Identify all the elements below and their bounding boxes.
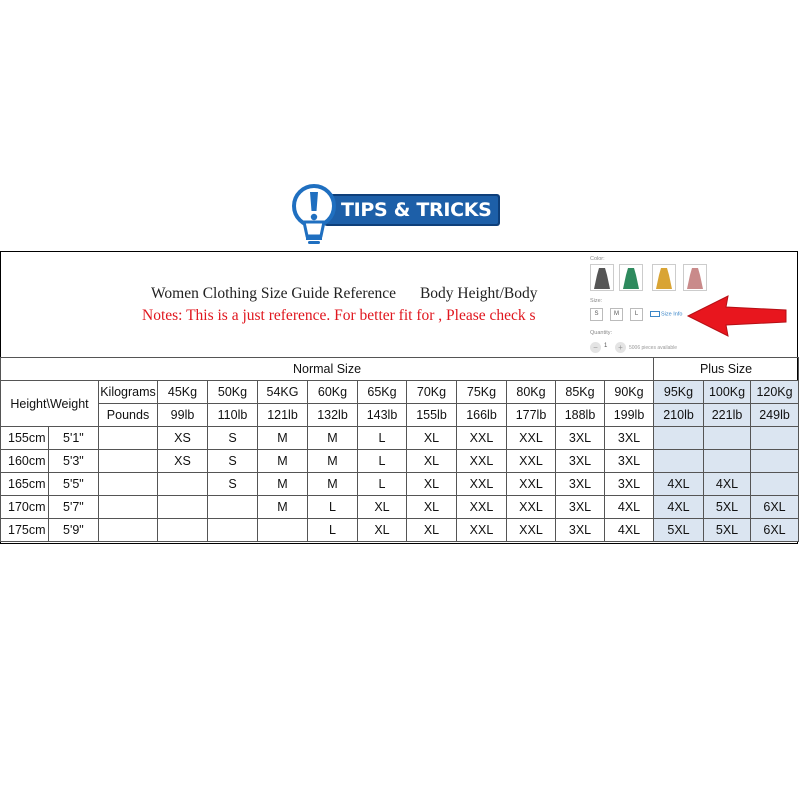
size-cell: L xyxy=(358,450,407,473)
table-row xyxy=(1,473,799,496)
quantity-increase-button[interactable]: + xyxy=(615,342,626,353)
pounds-cell: 221lb xyxy=(704,404,751,427)
logo-text: TIPS & TRICKS xyxy=(341,199,492,221)
pounds-cell: 132lb xyxy=(308,404,358,427)
size-cell: XXL xyxy=(507,519,556,542)
table-row xyxy=(1,450,799,473)
size-option-m[interactable]: M xyxy=(610,308,623,321)
size-cell: XS xyxy=(158,450,208,473)
pounds-label: Pounds xyxy=(99,404,158,427)
size-cell xyxy=(751,427,799,450)
blank-cell xyxy=(99,450,158,473)
size-cell: 3XL xyxy=(556,519,605,542)
size-cell xyxy=(704,427,751,450)
kilograms-cell: 80Kg xyxy=(507,381,556,404)
height-ft-cell: 5'1" xyxy=(49,427,99,450)
size-cell xyxy=(158,473,208,496)
height-cm-cell: 160cm xyxy=(1,450,49,473)
height-ft-cell: 5'9" xyxy=(49,519,99,542)
size-cell: 3XL xyxy=(605,450,654,473)
pounds-cell: 143lb xyxy=(358,404,407,427)
color-swatch-green[interactable] xyxy=(619,264,643,291)
size-info-link[interactable] xyxy=(650,311,682,317)
blank-cell xyxy=(99,519,158,542)
size-cell: S xyxy=(208,473,258,496)
size-cell xyxy=(654,450,704,473)
color-swatch-yellow[interactable] xyxy=(652,264,676,291)
size-cell: 6XL xyxy=(751,519,799,542)
size-cell: 3XL xyxy=(605,427,654,450)
pounds-cell: 210lb xyxy=(654,404,704,427)
size-cell xyxy=(158,519,208,542)
height-cm-cell: 155cm xyxy=(1,427,49,450)
size-cell xyxy=(654,427,704,450)
size-cell: XXL xyxy=(457,519,507,542)
height-cm-cell: 165cm xyxy=(1,473,49,496)
guide-subtitle-text: Body Height/Body xyxy=(419,285,538,302)
size-cell: 3XL xyxy=(605,473,654,496)
kilograms-cell: 70Kg xyxy=(407,381,457,404)
size-cell: 6XL xyxy=(751,496,799,519)
quantity-decrease-button[interactable]: − xyxy=(590,342,601,353)
size-cell: 4XL xyxy=(605,519,654,542)
height-ft-cell: 5'3" xyxy=(49,450,99,473)
blank-cell xyxy=(99,473,158,496)
kilograms-label: Kilograms xyxy=(99,381,158,404)
size-cell: 3XL xyxy=(556,496,605,519)
kilograms-cell: 54KG xyxy=(258,381,308,404)
pounds-cell: 177lb xyxy=(507,404,556,427)
size-cell: 3XL xyxy=(556,427,605,450)
size-cell xyxy=(208,496,258,519)
kilograms-row xyxy=(1,381,799,404)
quantity-value[interactable]: 1 xyxy=(604,343,608,349)
guide-notes: Notes: This is a just reference. For better fit for , Please check s xyxy=(142,307,536,324)
size-cell: XXL xyxy=(507,450,556,473)
size-cell: XXL xyxy=(507,473,556,496)
kilograms-cell: 65Kg xyxy=(358,381,407,404)
pounds-cell: 110lb xyxy=(208,404,258,427)
size-group-header-row xyxy=(1,358,799,381)
size-cell: XXL xyxy=(457,450,507,473)
pounds-cell: 199lb xyxy=(605,404,654,427)
ruler-icon xyxy=(650,311,660,317)
size-cell: M xyxy=(258,496,308,519)
size-cell: 5XL xyxy=(704,496,751,519)
size-cell: S xyxy=(208,450,258,473)
size-cell: XXL xyxy=(457,473,507,496)
pounds-cell: 188lb xyxy=(556,404,605,427)
size-cell: M xyxy=(258,450,308,473)
size-cell: XS xyxy=(158,427,208,450)
size-cell xyxy=(704,450,751,473)
size-info-text: Size Info xyxy=(661,311,683,318)
size-cell: XL xyxy=(407,427,457,450)
size-cell: M xyxy=(308,427,358,450)
size-cell: XL xyxy=(407,450,457,473)
color-label: Color: xyxy=(590,256,605,262)
pounds-cell: 166lb xyxy=(457,404,507,427)
color-swatch-pink[interactable] xyxy=(683,264,707,291)
kilograms-cell: 100Kg xyxy=(704,381,751,404)
size-cell: M xyxy=(258,473,308,496)
table-row xyxy=(1,427,799,450)
height-ft-cell: 5'7" xyxy=(49,496,99,519)
guide-title xyxy=(151,285,538,303)
size-cell: 4XL xyxy=(654,473,704,496)
height-weight-header: Height\Weight xyxy=(1,381,99,427)
size-cell: XL xyxy=(358,519,407,542)
size-cell: 4XL xyxy=(605,496,654,519)
kilograms-cell: 120Kg xyxy=(751,381,799,404)
size-cell: L xyxy=(308,519,358,542)
size-cell xyxy=(258,519,308,542)
kilograms-cell: 75Kg xyxy=(457,381,507,404)
size-cell: 5XL xyxy=(704,519,751,542)
pounds-cell: 249lb xyxy=(751,404,799,427)
kilograms-cell: 60Kg xyxy=(308,381,358,404)
pounds-cell: 121lb xyxy=(258,404,308,427)
availability-text: 5006 pieces available xyxy=(629,345,678,351)
size-option-l[interactable]: L xyxy=(630,308,643,321)
quantity-label: Quantity: xyxy=(590,330,613,336)
size-cell: XL xyxy=(407,473,457,496)
height-cm-cell: 175cm xyxy=(1,519,49,542)
size-cell: L xyxy=(308,496,358,519)
size-cell: XXL xyxy=(457,427,507,450)
size-cell: M xyxy=(258,427,308,450)
size-cell: L xyxy=(358,427,407,450)
size-cell xyxy=(158,496,208,519)
pounds-row xyxy=(1,404,799,427)
guide-title-text: Women Clothing Size Guide Reference xyxy=(151,285,396,302)
plus-size-header: Plus Size xyxy=(654,358,799,381)
size-label: Size: xyxy=(590,298,603,304)
size-cell: 3XL xyxy=(556,450,605,473)
size-cell: XXL xyxy=(507,496,556,519)
size-cell xyxy=(751,450,799,473)
size-cell: L xyxy=(358,473,407,496)
blank-cell xyxy=(99,427,158,450)
pounds-cell: 155lb xyxy=(407,404,457,427)
table-row xyxy=(1,496,799,519)
kilograms-cell: 95Kg xyxy=(654,381,704,404)
size-cell: XL xyxy=(407,519,457,542)
size-cell: 3XL xyxy=(556,473,605,496)
color-swatch-gray[interactable] xyxy=(590,264,614,291)
blank-cell xyxy=(99,496,158,519)
size-cell: 4XL xyxy=(704,473,751,496)
size-cell: XL xyxy=(407,496,457,519)
size-option-s[interactable]: S xyxy=(590,308,603,321)
normal-size-header: Normal Size xyxy=(1,358,654,381)
size-cell: S xyxy=(208,427,258,450)
size-cell: M xyxy=(308,450,358,473)
size-cell xyxy=(751,473,799,496)
size-cell: 5XL xyxy=(654,519,704,542)
pounds-cell: 99lb xyxy=(158,404,208,427)
kilograms-cell: 85Kg xyxy=(556,381,605,404)
size-cell: 4XL xyxy=(654,496,704,519)
red-arrow-icon xyxy=(686,293,788,339)
kilograms-cell: 45Kg xyxy=(158,381,208,404)
kilograms-cell: 90Kg xyxy=(605,381,654,404)
size-cell xyxy=(208,519,258,542)
kilograms-cell: 50Kg xyxy=(208,381,258,404)
height-ft-cell: 5'5" xyxy=(49,473,99,496)
table-row xyxy=(1,519,799,542)
size-cell: XXL xyxy=(457,496,507,519)
size-cell: XXL xyxy=(507,427,556,450)
size-cell: XL xyxy=(358,496,407,519)
height-cm-cell: 170cm xyxy=(1,496,49,519)
size-cell: M xyxy=(308,473,358,496)
size-table xyxy=(0,357,799,542)
